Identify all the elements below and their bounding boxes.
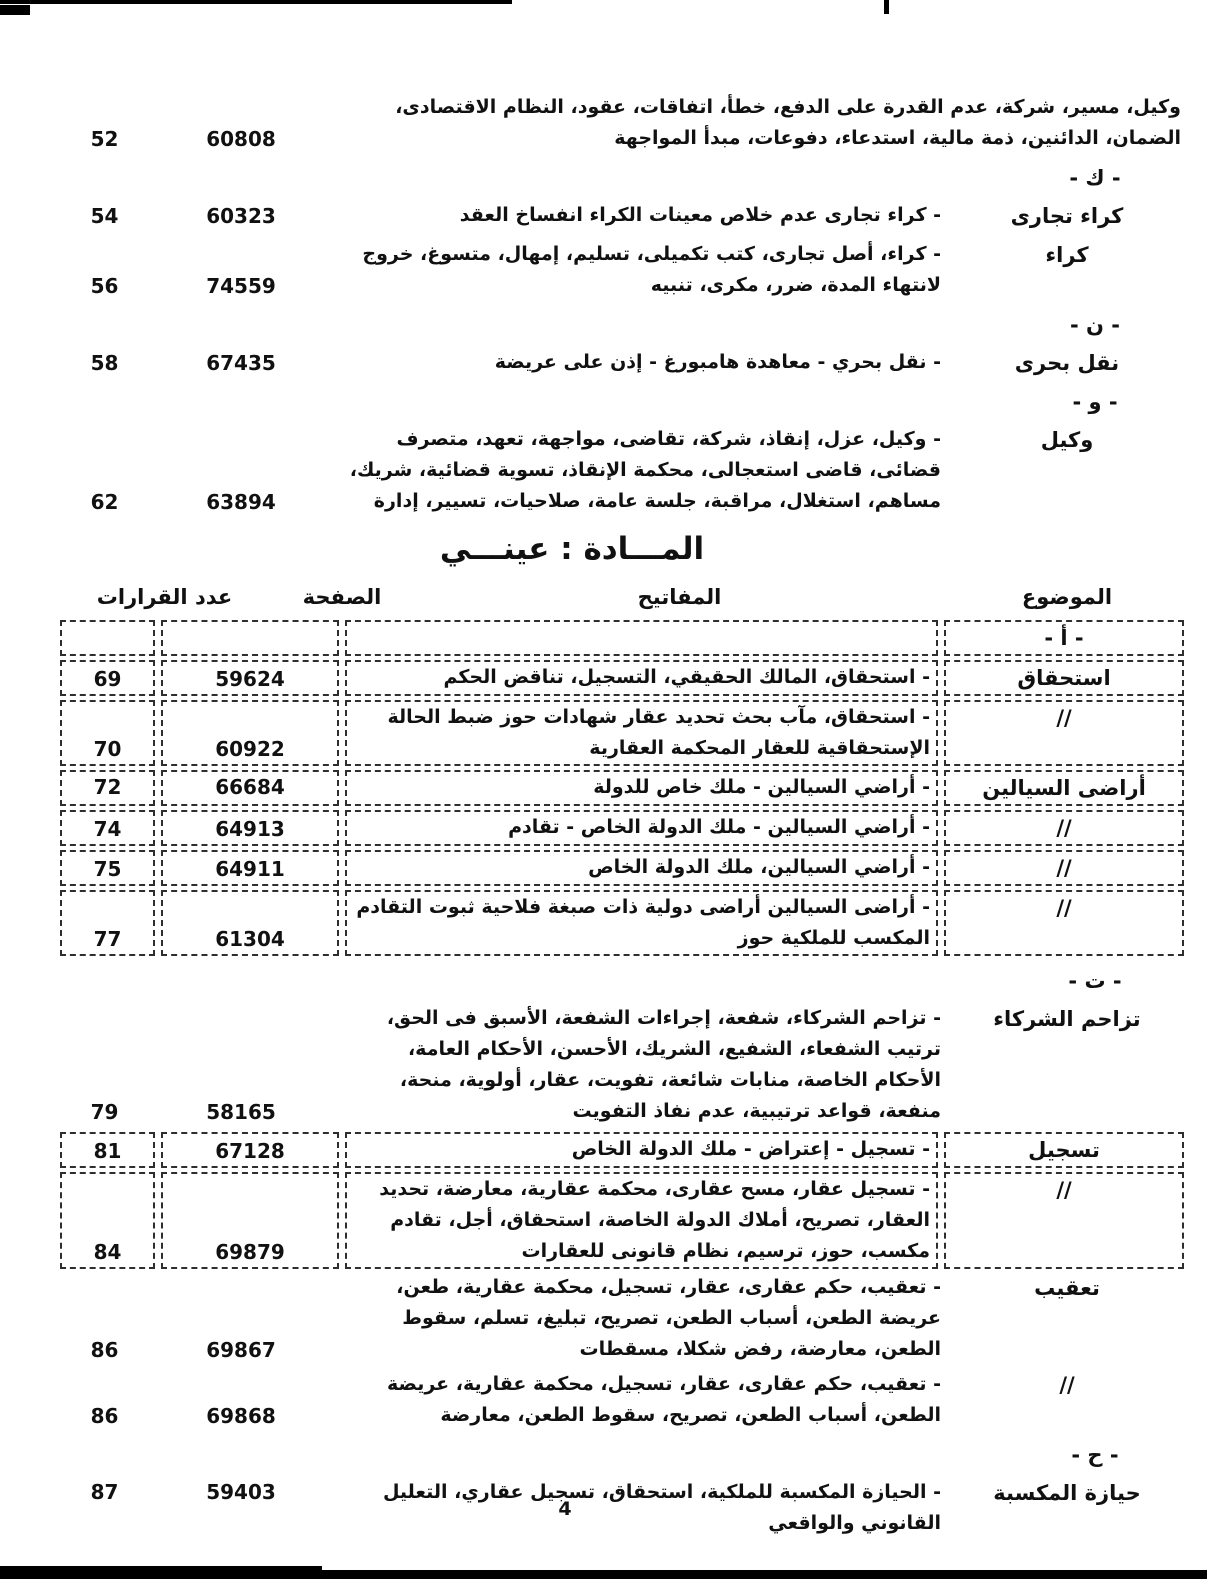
letter-section-row xyxy=(57,166,1187,190)
index-entry-row xyxy=(57,347,1187,378)
top-edge-rule xyxy=(0,0,512,4)
entry-page-number: 56 xyxy=(90,274,119,298)
entry-subject: حيازة المكسبة xyxy=(993,1481,1141,1505)
entry-decision-number: 69879 xyxy=(161,1172,339,1269)
entry-page-number: 70 xyxy=(60,700,155,766)
entry-subject: // xyxy=(944,810,1184,846)
entry-subject: كراء تجارى xyxy=(1010,204,1124,228)
entry-keywords: - استحقاق، المالك الحقيقي، التسجيل، تناقض الحكم xyxy=(345,660,938,696)
entry-subject: // xyxy=(944,850,1184,886)
entry-decision-number: 59624 xyxy=(161,660,339,696)
bottom-rule-left-segment xyxy=(0,1566,322,1579)
entry-page-number: 81 xyxy=(60,1132,155,1168)
entry-subject: - أ - xyxy=(944,620,1184,656)
entry-page-number: 77 xyxy=(60,890,155,956)
entry-subject: استحقاق xyxy=(944,660,1184,696)
index-entry-row xyxy=(57,1272,1187,1365)
letter-section-marker: - ك - xyxy=(1069,166,1121,190)
entry-decision-number: 69867 xyxy=(206,1338,276,1362)
entry-decision-number: 69868 xyxy=(206,1404,276,1428)
footer-page-number: 4 xyxy=(558,1498,572,1520)
letter-section-marker: - ح - xyxy=(1071,1443,1119,1467)
entry-decision-number: 63894 xyxy=(206,490,276,514)
index-entry-row xyxy=(57,424,1187,517)
entry-subject: // xyxy=(1059,1373,1075,1397)
index-entry-row xyxy=(57,769,1187,807)
header-subject: الموضوع xyxy=(1021,585,1113,609)
page-content xyxy=(57,92,1187,1543)
entry-keywords xyxy=(345,620,938,656)
entry-decision-number: 66684 xyxy=(161,770,339,806)
entry-subject: // xyxy=(944,700,1184,766)
entry-subject: تعقيب xyxy=(1034,1276,1100,1300)
entry-subject: تزاحم الشركاء xyxy=(993,1007,1141,1031)
index-entry-row xyxy=(57,1369,1187,1431)
letter-section-row xyxy=(57,969,1187,993)
index-entry-row xyxy=(57,239,1187,301)
section-title: المـــادة : عينـــي xyxy=(439,531,705,567)
index-entry-row xyxy=(57,619,1187,657)
index-entry-row xyxy=(57,1171,1187,1270)
entry-page-number: 74 xyxy=(60,810,155,846)
entry-page-number: 84 xyxy=(60,1172,155,1269)
entry-page-number: 52 xyxy=(90,127,119,151)
entry-keywords: - تزاحم الشركاء، شفعة، إجراءات الشفعة، الأسبق فى الحق، ترتيب الشفعاء، الشفيع، الشريك، الأحسن، الأحكام العامة، الأحكام الخاصة، منابات شائعة، تفويت، عقار، أولوية، منحة، منفعة، قواعد ترتيبية، عدم نفاذ التفويت xyxy=(386,1007,941,1122)
index-entry-row xyxy=(57,92,1187,154)
entry-keywords: وكيل، مسير، شركة، عدم القدرة على الدفع، خطأ، اتفاقات، عقود، النظام الاقتصادى، الضمان، الدائنين، ذمة مالية، استدعاء، دفوعات، مبدأ المواجهة xyxy=(395,96,1181,149)
entry-decision-number: 60323 xyxy=(206,204,276,228)
top-left-scan-mark xyxy=(0,5,30,15)
letter-section-row xyxy=(57,390,1187,414)
entry-keywords: - كراء تجارى عدم خلاص معينات الكراء انفساخ العقد xyxy=(459,204,941,226)
entry-page-number: 69 xyxy=(60,660,155,696)
entry-subject: أراضى السيالين xyxy=(944,770,1184,806)
letter-section-marker: - و - xyxy=(1072,390,1118,414)
entry-page-number: 87 xyxy=(90,1480,119,1504)
entry-page-number: 75 xyxy=(60,850,155,886)
entry-page-number: 72 xyxy=(60,770,155,806)
letter-section-row xyxy=(57,313,1187,337)
entry-keywords: - استحقاق، مآب بحث تحديد عقار شهادات حوز ضبط الحالة الإستحقاقية للعقار المحكمة العقارية xyxy=(345,700,938,766)
entry-keywords: - أراضي السيالين - ملك الدولة الخاص - تقادم xyxy=(345,810,938,846)
entry-subject: نقل بحرى xyxy=(1014,351,1120,375)
entry-page-number: 54 xyxy=(90,204,119,228)
index-entry-row xyxy=(57,1131,1187,1169)
entry-keywords: - كراء، أصل تجارى، كتب تكميلى، تسليم، إمهال، متسوغ، خروج لانتهاء المدة، ضرر، مكرى، تنبيه xyxy=(362,243,941,296)
letter-section-marker: - ت - xyxy=(1068,969,1122,993)
entry-decision-number: 60808 xyxy=(206,127,276,151)
entry-page-number: 86 xyxy=(90,1404,119,1428)
entry-page-number xyxy=(60,620,155,656)
index-entry-row xyxy=(57,659,1187,697)
continuation-index-list xyxy=(57,92,1187,517)
entry-page-number: 62 xyxy=(90,490,119,514)
entry-keywords: - أراضي السيالين، ملك الدولة الخاص xyxy=(345,850,938,886)
entry-subject: تسجيل xyxy=(944,1132,1184,1168)
entry-keywords: - تعقيب، حكم عقارى، عقار، تسجيل، محكمة عقارية، طعن، عريضة الطعن، أسباب الطعن، تصريح، تبليغ، تسلم، سقوط الطعن، معارضة، رفض شكلا، مسقطات xyxy=(396,1276,941,1360)
letter-section-marker: - ن - xyxy=(1070,313,1120,337)
entry-decision-number: 74559 xyxy=(206,274,276,298)
entry-decision-number: 60922 xyxy=(161,700,339,766)
index-entry-row xyxy=(57,889,1187,957)
top-center-tick-mark xyxy=(884,0,889,14)
entry-subject: كراء xyxy=(1045,243,1089,267)
entry-keywords: - أراضى السيالين أراضى دولية ذات صبغة فلاحية ثبوت التقادم المكسب للملكية حوز xyxy=(345,890,938,956)
entry-page-number: 58 xyxy=(90,351,119,375)
header-page: الصفحة xyxy=(302,585,382,609)
entry-subject: // xyxy=(944,890,1184,956)
index-entry-row xyxy=(57,200,1187,231)
entry-keywords: - الحيازة المكسبة للملكية، استحقاق، تسجيل عقاري، التعليل القانوني والواقعي xyxy=(382,1481,941,1534)
index-entry-row xyxy=(57,809,1187,847)
entry-keywords: - وكيل، عزل، إنقاذ، شركة، تقاضى، مواجهة، تعهد، متصرف قضائى، قاضى استعجالى، محكمة الإنقاذ، تسوية قضائية، شريك، مساهم، استغلال، مراقبة، جلسة عامة، صلاحيات، تسيير، إدارة xyxy=(349,428,941,512)
entry-page-number: 86 xyxy=(90,1338,119,1362)
entry-decision-number: 64913 xyxy=(161,810,339,846)
entry-subject: // xyxy=(944,1172,1184,1269)
entry-decision-number: 58165 xyxy=(206,1100,276,1124)
index-table-header xyxy=(57,585,1187,609)
entry-keywords: - تسجيل - إعتراض - ملك الدولة الخاص xyxy=(345,1132,938,1168)
entry-keywords: - تعقيب، حكم عقارى، عقار، تسجيل، محكمة عقارية، عريضة الطعن، أسباب الطعن، تصريح، سقوط الطعن، معارضة xyxy=(386,1373,941,1426)
entry-keywords: - نقل بحري - معاهدة هامبورغ - إذن على عريضة xyxy=(494,351,941,373)
index-entry-row xyxy=(57,1003,1187,1127)
entry-subject: وكيل xyxy=(1040,428,1094,452)
entry-decision-number: 67435 xyxy=(206,351,276,375)
entry-decision-number xyxy=(161,620,339,656)
entry-keywords: - أراضي السيالين - ملك خاص للدولة xyxy=(345,770,938,806)
letter-section-row xyxy=(57,1443,1187,1467)
entry-decision-number: 67128 xyxy=(161,1132,339,1168)
entry-decision-number: 59403 xyxy=(206,1480,276,1504)
entry-page-number: 79 xyxy=(90,1100,119,1124)
index-table-body xyxy=(57,619,1187,1539)
header-keys: المفاتيح xyxy=(637,585,722,609)
entry-decision-number: 64911 xyxy=(161,850,339,886)
entry-decision-number: 61304 xyxy=(161,890,339,956)
index-entry-row xyxy=(57,699,1187,767)
index-entry-row xyxy=(57,849,1187,887)
header-decisions-count: عدد القرارات xyxy=(96,585,233,609)
entry-keywords: - تسجيل عقار، مسح عقارى، محكمة عقارية، معارضة، تحديد العقار، تصريح، أملاك الدولة الخاصة، استحقاق، أجل، تقادم مكسب، حوز، ترسيم، نظام قانونى للعقارات xyxy=(345,1172,938,1269)
